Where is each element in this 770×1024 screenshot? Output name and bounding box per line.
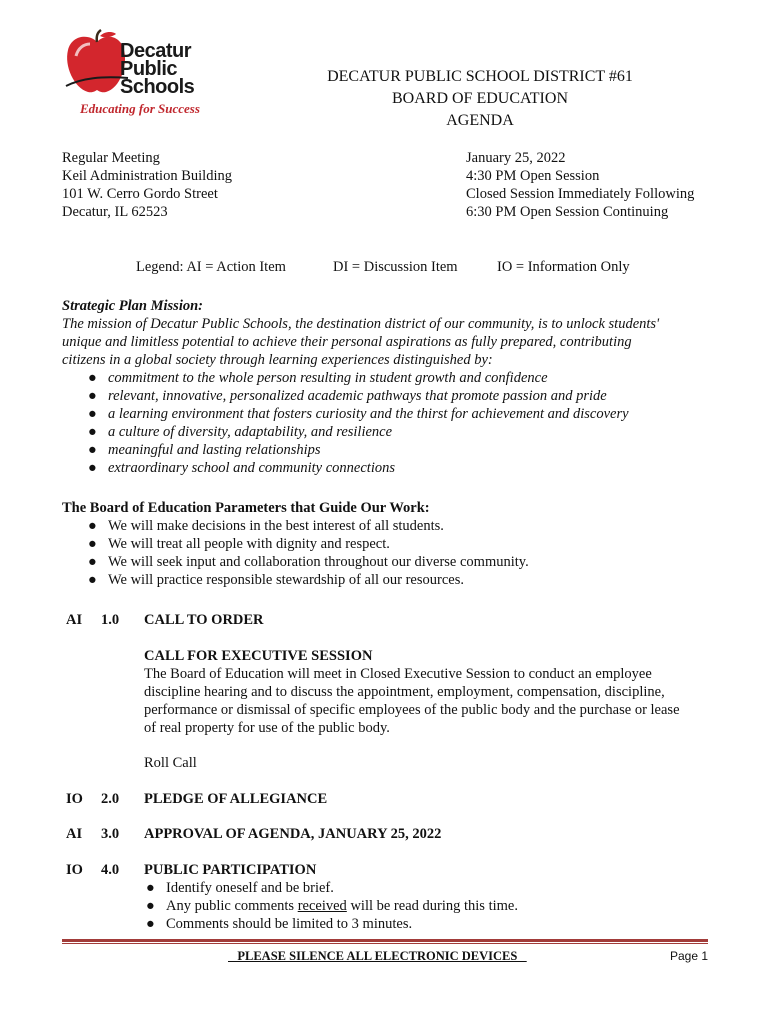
logo-word-public: Public bbox=[120, 58, 178, 80]
item-code: IO bbox=[66, 791, 83, 807]
mission-bullet: ● meaningful and lasting relationships bbox=[88, 442, 321, 458]
footer-rule bbox=[62, 939, 708, 942]
executive-session-block bbox=[144, 647, 744, 737]
mission-heading: Strategic Plan Mission: bbox=[62, 298, 203, 314]
agenda-title: AGENDA bbox=[446, 112, 514, 129]
mission-bullet: ● relevant, innovative, personalized academic pathways that promote passion and pride bbox=[88, 388, 607, 404]
bullet-icon: ● bbox=[88, 388, 97, 404]
mission-bullets bbox=[88, 369, 752, 477]
roll-call: Roll Call bbox=[144, 755, 197, 771]
item-title-public-participation: PUBLIC PARTICIPATION bbox=[144, 862, 317, 878]
bullet-icon: ● bbox=[88, 406, 97, 422]
bullet-icon: ● bbox=[88, 536, 97, 552]
item-title-pledge: PLEDGE OF ALLEGIANCE bbox=[144, 791, 328, 807]
mission-bullet: ● a learning environment that fosters curiosity and the thirst for achievement and discovery bbox=[88, 406, 629, 422]
underlined-received: received bbox=[297, 898, 347, 914]
mission-text-line: citizens in a global society through learning experiences distinguished by: bbox=[62, 352, 493, 368]
participation-bullet: ● Identify oneself and be brief. bbox=[146, 880, 334, 896]
item-code: AI bbox=[66, 612, 83, 628]
logo-word-decatur: Decatur bbox=[120, 40, 191, 62]
executive-session-text: of real property for use of the public body. bbox=[144, 720, 390, 736]
parameter-bullet: ● We will practice responsible stewardship of all our resources. bbox=[88, 572, 464, 588]
item-number: 2.0 bbox=[101, 791, 120, 807]
item-code: AI bbox=[66, 826, 83, 842]
logo-tagline: Educating for Success bbox=[80, 101, 200, 116]
mission-section bbox=[62, 297, 752, 477]
parameters-section bbox=[62, 499, 752, 589]
bullet-icon: ● bbox=[146, 880, 155, 896]
meeting-location bbox=[62, 149, 232, 221]
mission-bullet: ● a culture of diversity, adaptability, and resilience bbox=[88, 424, 393, 440]
bullet-icon: ● bbox=[146, 916, 155, 932]
participation-bullet: ● Comments should be limited to 3 minutes. bbox=[146, 916, 413, 932]
bullet-icon: ● bbox=[88, 518, 97, 534]
item-number: 4.0 bbox=[101, 862, 120, 878]
item-title-call-to-order: CALL TO ORDER bbox=[144, 612, 264, 628]
parameter-bullet: ● We will seek input and collaboration throughout our diverse community. bbox=[88, 554, 529, 570]
district-title: DECATUR PUBLIC SCHOOL DISTRICT #61 bbox=[327, 68, 633, 85]
parameter-bullet: ● We will treat all people with dignity and respect. bbox=[88, 536, 390, 552]
item-title-approval: APPROVAL OF AGENDA, JANUARY 25, 2022 bbox=[144, 826, 442, 842]
logo-word-schools: Schools bbox=[120, 76, 195, 98]
mission-text-line: The mission of Decatur Public Schools, the destination district of our community, is to unlock students' bbox=[62, 316, 660, 332]
district-logo bbox=[62, 28, 212, 120]
executive-session-text: The Board of Education will meet in Closed Executive Session to conduct an employee bbox=[144, 666, 652, 682]
parameters-bullets bbox=[88, 517, 752, 589]
silence-devices-notice: PLEASE SILENCE ALL ELECTRONIC DEVICES bbox=[228, 949, 527, 963]
mission-bullet: ● extraordinary school and community connections bbox=[88, 460, 395, 476]
mission-text-line: unique and limitless potential to achieve their personal aspirations as fully prepared, contributing bbox=[62, 334, 632, 350]
page-number: Page 1 bbox=[670, 949, 709, 963]
item-number: 3.0 bbox=[101, 826, 120, 842]
item-code: IO bbox=[66, 862, 83, 878]
meeting-street: 101 W. Cerro Gordo Street bbox=[62, 186, 218, 202]
bullet-icon: ● bbox=[88, 370, 97, 386]
participation-bullet: ● Any public comments received will be read during this time. bbox=[146, 898, 518, 914]
item-number: 1.0 bbox=[101, 612, 120, 628]
bullet-icon: ● bbox=[88, 572, 97, 588]
parameter-bullet: ● We will make decisions in the best interest of all students. bbox=[88, 518, 444, 534]
bullet-icon: ● bbox=[88, 554, 97, 570]
executive-session-text: performance or dismissal of specific employees of the public body and the purchase or lease bbox=[144, 702, 680, 718]
parameters-heading: The Board of Education Parameters that Guide Our Work: bbox=[62, 500, 430, 516]
executive-session-title: CALL FOR EXECUTIVE SESSION bbox=[144, 648, 373, 664]
meeting-schedule bbox=[466, 149, 694, 221]
board-title: BOARD OF EDUCATION bbox=[391, 90, 568, 107]
bullet-icon: ● bbox=[88, 442, 97, 458]
public-participation-bullets bbox=[146, 879, 518, 933]
meeting-date: January 25, 2022 bbox=[466, 150, 566, 166]
meeting-type: Regular Meeting bbox=[62, 150, 160, 166]
bullet-icon: ● bbox=[88, 424, 97, 440]
open-session-continuing: 6:30 PM Open Session Continuing bbox=[466, 204, 669, 220]
bullet-icon: ● bbox=[146, 898, 155, 914]
legend-discussion-item: DI = Discussion Item bbox=[333, 259, 458, 275]
legend-action-item: Legend: AI = Action Item bbox=[136, 259, 286, 275]
meeting-city: Decatur, IL 62523 bbox=[62, 204, 168, 220]
open-session-time: 4:30 PM Open Session bbox=[466, 168, 600, 184]
legend-information-only: IO = Information Only bbox=[497, 259, 630, 275]
meeting-building: Keil Administration Building bbox=[62, 168, 232, 184]
closed-session: Closed Session Immediately Following bbox=[466, 186, 695, 202]
footer-rule-thin bbox=[62, 943, 708, 944]
executive-session-text: discipline hearing and to discuss the appointment, employment, compensation, discipline, bbox=[144, 684, 665, 700]
bullet-icon: ● bbox=[88, 460, 97, 476]
mission-bullet: ● commitment to the whole person resulting in student growth and confidence bbox=[88, 370, 548, 386]
